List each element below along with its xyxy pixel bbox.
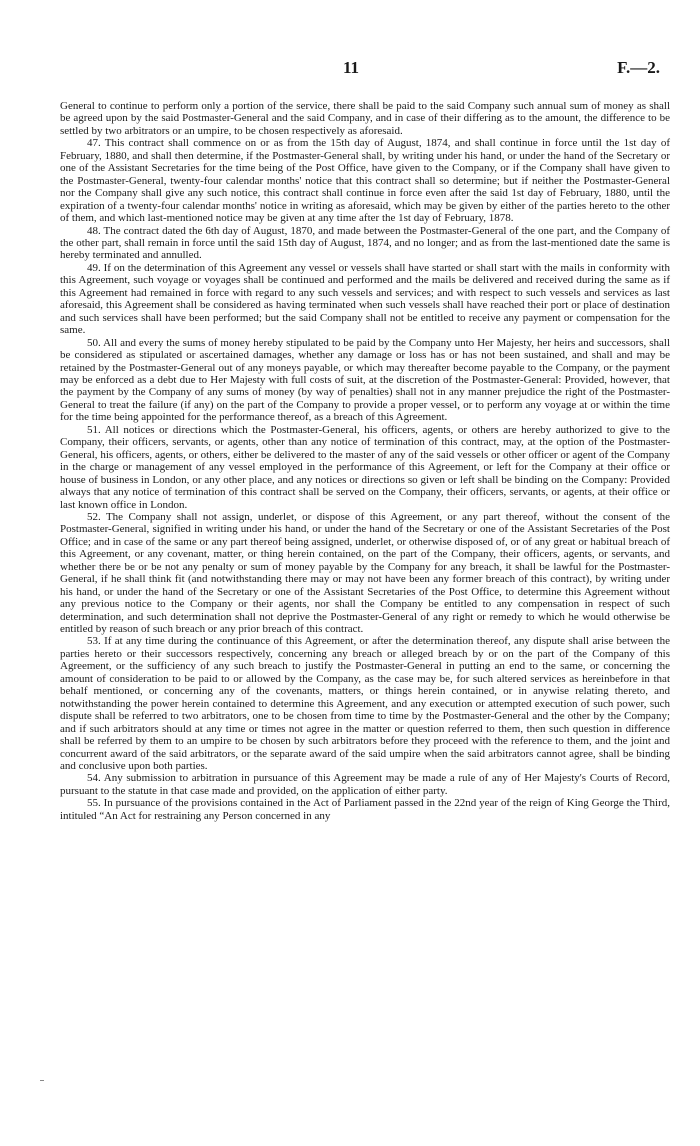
paragraph-49: 49. If on the determination of this Agreement any vessel or vessels shall have started or shall start with the mails in conformity with this Agreement, such voyage or voyages shall be continued and performed and the mails be delivered and received during the same as if this Agreement had remained in force with regard to any such vessels and services; and with respect to such vessels and services as last aforesaid, this Agreement shall be considered as having terminated when such vessels shall have reached their port or place of destination and such services shall have been performed; but the said Company shall not be entitled to receive any payment or compensation for the same. [60, 261, 670, 337]
paragraph-53: 53. If at any time during the continuance of this Agreement, or after the determination thereof, any dispute shall arise between the parties hereto or their successors respectively, concerning any breach or alleged breach by or on the part of the Company of this Agreement, or the sufficiency of any such breach to justify the Postmaster-General in putting an end to the same, or concerning the amount of consideration to be paid to or allowed by the Company, as the case may be, for such altered services as hereinbefore in that behalf mentioned, or concerning any of the covenants, matters, or things herein contained, or in anywise relating thereto, and notwithstanding the power herein contained to determine this Agreement, and any execution or attempted execution of such power, such dispute shall be referred to two arbitrators, one to be chosen from time to time by the Postmaster-General and the other by the Company; and if such arbitrators should at any time or times not agree in the matter or question referred to them, then such question in difference shall be referred by them to an umpire to be chosen by such arbitrators before they proceed with the reference to them, and the joint and concurrent award of the said arbitrators, or the separate award of the said umpire when the said arbitrators cannot agree, shall be binding and conclusive upon both parties. [60, 635, 670, 773]
paragraph-50: 50. All and every the sums of money hereby stipulated to be paid by the Company unto Her Majesty, her heirs and successors, shall be considered as stipulated or ascertained damages, whether any damage or loss has or has not been sustained, and shall and may be retained by the Postmaster-General out of any moneys payable, or which may thereafter become payable to the Company, or the payment may be enforced as a debt due to Her Majesty with full costs of suit, at the discretion of the Postmaster-General: Provided, however, that the payment by the Company of any sums of money (by way of penalties) shall not in any manner prejudice the right of the Postmaster-General to treat the failure (if any) on the part of the Company to provide a proper vessel, or to perform any voyage at or within the time for the time being appointed for the performance thereof, as a breach of this Agreement. [60, 336, 670, 424]
page-header [60, 58, 660, 78]
paragraph-52: 52. The Company shall not assign, underlet, or dispose of this Agreement, or any part thereof, without the consent of the Postmaster-General, signified in writing under his hand, or under the hand of the Secretary or one of the Assistant Secretaries of the Post Office; and in case of the same or any part thereof being assigned, underlet, or otherwise disposed of, or of any great or habitual breach of this Agreement, or any covenant, matter, or thing herein contained, on the part of the Company, their officers, agents, or servants, and whether there be or be not any penalty or sum of money payable by the Company for any breach, it shall be lawful for the Postmaster-General, if he shall think fit (and notwithstanding there may or may not have been any former breach of this contract), by writing under his hand, or under the hand of the Secretary or one of the Assistant Secretaries of the Post Office, to determine this Agreement without any previous notice to the Company or their agents, nor shall the Company be entitled to any compensation in respect of such determination, and such determination shall not deprive the Postmaster-General of any right or remedy to which he would otherwise be entitled by reason of such breach or any prior breach of this contract. [60, 510, 670, 636]
paragraph-48: 48. The contract dated the 6th day of August, 1870, and made between the Postmaster-General of the one part, and the Company of the other part, shall remain in force until the said 15th day of August, 1874, and no longer; and as from the last-mentioned date the same is hereby terminated and annulled. [60, 224, 670, 262]
paragraph-51: 51. All notices or directions which the Postmaster-General, his officers, agents, or others are hereby authorized to give to the Company, their officers, servants, or agents, other than any notice of termination of this contract, may, at the option of the Postmaster-General, his officers, agents, or others, either be delivered to the master of any of the said vessels or other officer or agent of the Company in the charge or management of any vessel employed in the performance of this Agreement, or left for the Company at their office or house of business in London, or any other place, and any notices or directions so given or left shall be binding on the Company: Provided always that any notice of termination of this contract shall be served on the Company, their officers, servants, or agents, at their office or last known office in London. [60, 423, 670, 511]
paragraph-47: 47. This contract shall commence on or as from the 15th day of August, 1874, and shall continue in force until the 1st day of February, 1880, and shall then determine, if the Postmaster-General shall, by writing under his hand, or under the hand of the Secretary or one of the Assistant Secretaries for the time being of the Post Office, have given to the Company, or if the Company shall have given to the Postmaster-General, twenty-four calendar months' notice that this contract shall so determine; but if neither the Postmaster-General nor the Company shall give any such notice, this contract shall continue in force even after the said 1st day of February, 1880, until the expiration of a twenty-four calendar months' notice in writing as aforesaid, which may be given by either of the parties hereto to the other of them, and which last-mentioned notice may be given at any time after the 1st day of February, 1878. [60, 137, 670, 225]
body-text [60, 100, 670, 822]
paragraph-54: 54. Any submission to arbitration in pursuance of this Agreement may be made a rule of any of Her Majesty's Courts of Record, pursuant to the statute in that case made and provided, on the application of either party. [60, 772, 670, 797]
margin-mark [40, 1080, 44, 1081]
paragraph-continuation: General to continue to perform only a portion of the service, there shall be paid to the said Company such annual sum of money as shall be agreed upon by the said Postmaster-General and the said Company, and in case of their differing as to the amount, the difference to be settled by two arbitrators or an umpire, to be chosen respectively as aforesaid. [60, 100, 670, 137]
document-reference: F.—2. [617, 58, 660, 77]
page-number: 11 [343, 58, 360, 77]
paragraph-55: 55. In pursuance of the provisions contained in the Act of Parliament passed in the 22nd year of the reign of King George the Third, intituled “An Act for restraining any Person concerned in any [60, 797, 670, 822]
